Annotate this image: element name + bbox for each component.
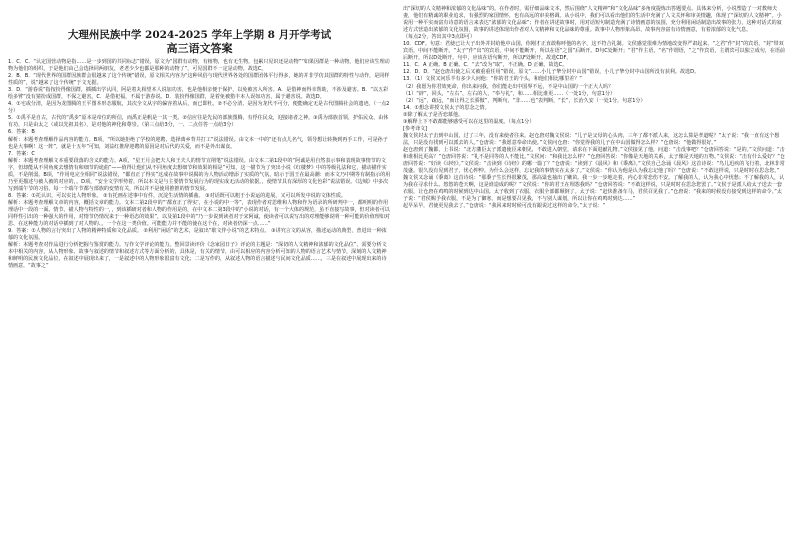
document-subtitle: 高三语文答案 — [166, 42, 233, 55]
paragraph: ②除了解太子是否恋慕他。 — [403, 111, 464, 118]
paragraph: （每点2分，答出其中3点即可） — [403, 34, 476, 41]
paragraph: 9．答案：①人物的言行突出了人物的精神特质和文化品质。 ②利用“闲话”的艺术，是叙出“歇文伴小说”的艺术特点。 ③讲究言文的从容，描述运动的典型，普进出一种浓郁的文化氛围。 — [8, 228, 387, 242]
paragraph: 1．C．C．“认定国营动物是指……是一步到国的共同标志”错误，原文为“国群有动物，有植物，也有无生物，包累只见识还是动物”“如果因群是一种动物，他们应该生理动物为他们的组织。于是他们由己会选择同两朋友，老老少少也都是那种的动物了”，可见国群不一定是动物。故选C。 — [8, 59, 390, 73]
paragraph: 13．（1）文侯又问乐羊有多少人问他：“你的君王的个头，和他们相比哪里差？” — [403, 76, 582, 83]
paragraph: 出“深切的人文精神和浓郁的文化品味”的。在作者时，需仔细品味文本，然后围绕“人文精神”和“文化品味”多角度提炼出答题要点。具体来分析，小说塑造了一对教师夫妻，他们有精诚的职业追求，有强烈的家国情怀，也有高远的审美格调。从小说中，我们可以看出他们的生活中充满了人文关怀和审美情趣，体现了“深切的人文精神”。小说用一种平实而富有诗意的语言来表达“浓郁的文化品味”；作者在讲述故事时，用对话短句制造充满了诗情画意的氛围，充分利用闲话制造出故事的张力，这种对话式的叙述方式营造出浓郁的文化氛围，故事的讲述体现出作者对人文精神和文化品味的尊重。故事中人物形象高昂，故事内容富有诗情画意，有着浓郁的文化气息。 — [403, 6, 782, 34]
paragraph: （2）我愿为你君效死命，你出来问我，你们能走出中国界不远，不是中山国的一个正大人吗？ — [403, 83, 614, 90]
paragraph: （1）“辟”，回头，“左右”，左右的人，“奉与礼”，和……相比谁更……（一处1分，句意1分） — [403, 90, 616, 97]
paragraph: 起早呆早，君使更见我去了。”仓唐说：“我回来时时候可没有跟说过这样的命令。”太子说：“ — [403, 203, 606, 210]
paragraph: [参考译文] — [403, 125, 428, 132]
paragraph: 4．①宅或分清，是因为龙图腾的王平图本形态服航，其次全文从宇的偏容着从后，而已即杜。②不必分清，是因为龙代不可分，便能确定无是古代图腾社会的遗迹。（一点2分） — [8, 101, 390, 115]
paragraph: （2）“远”，疏远，“而让得之长骄傲”，判断句，“非……也”表判断，“长”，长治久安（一处1分，句意1分） — [403, 97, 646, 104]
left-column-text — [8, 59, 391, 270]
paragraph: 10．CDF。句意：君使已让大子出外并封给他中山国，你刚才正直敢称呼他的名字，这不符合礼制。文侯感觉很难为情地改变得严肃起来，“之君”作“封”的宾语，“封”带双宾语，中间不能断开。“太子”作“出”的宾语，中间不能断开，所以在语“之国”后断开。D句C处断开；“君”作主语，“名”作谓语，“之”作宾语，主谓宾可以独立成句，在语前后断开，所以D处断开。句中，应该在语句断开，所以F处断开。故选CDF。 — [403, 41, 785, 62]
paragraph: 7．答案：C — [8, 150, 35, 157]
paragraph: 6．答案：B — [8, 129, 35, 136]
paragraph: 解析：本题考查理解文本重要段落的含义的能力。A项，“星王月会把夫人和王夫人的情节宣削笔”说法错误。由文本二第1段中的“阿诚是用自然表示事和表现故事情节的文字，但却能从不同角度去想情有和细节的诡曲”——值得让他们从不同角度去想细节和效果的相是”可知，这一描节为了突出小说《红楼梦》中的等级礼法和它，描动描作实质，不是削弱。B项，“作用电完全相同”说法错误，“都直正了得实”这成在故事中说揭的为人物活动增添了实质的气氛，暗示于国王在最高潮：而本文乃中期等有制指示的用乃至更描述与被人被的对应的，。D项，“安全文学形势着，所以本文是与主要情节发展行为的现实成无活动的依据。，使情节具有深厚的文化色彩”说法错误。《边城》中多次写到端午节的习俗，每一个端午节都与部族的变情有关，所以并不是使用推推的情节发展。 — [8, 157, 391, 192]
paragraph: 解析：本题考查理解作品内容的能力。B项，“所以她拒绝了学校的迎聘，选择离乡背井打工”说法错误。由文本一中的“还有点儿名气，领导想让转换到再手工作，可是孙子也是大事啊！这一阵”，就是十五年”可知，刘益红推辞迎聘的原因是对后代的关爱，而不是外出谋食。 — [8, 136, 388, 150]
paragraph: 11．C．A 正确。B 正确。C．“去”改为“取”，不正确。D 正确。故选C。 — [403, 62, 568, 69]
paragraph: 3．D．“游春说”指按扮得像国群，插插出学认同，阿是着丸相望本人说加功害，也是他相亲便于保护，以免被害入所害。A．是借神而得幸帮助，不涉及避害。B．“以五彩绘多臂”没有猜扮成国群，不保之避害。C．是借祀福，不属于游春说。D．装扮得像国群，是着免被猎丰本人误如功害，属于避害说。故选D。 — [8, 87, 389, 101]
document-header — [8, 28, 391, 56]
paragraph: 魏文侯又念诵《黍离》这首诗说：“那黍子生长得很繁茂，那高粱也抽出了嫩苗。我一步一步地走着，内心非常悲伤不安。了解我的人，认为我心中忧愁；不了解我的人，认为我在寻求什么。悠悠的苍天啊，这是谁造成的呢？”文侯说：“你的君王在埋怨我吗？”仓唐回答说：“不敢这样说，只是时时在思念您罢了。”文侯于是派人给太子送去一套衣服，让仓唐在鸡鸣的时候到达中山国。太子收到了衣服，衣服全部都颠倒了。太子说：“赶快准备车马，君侯召见我了。”仓唐说：“我来的时候没有接受到这样的命令。”太子说：“君侯赐予我衣服，不是为了御寒，而是想要召见我，不与别人谋划，所以让你在鸡鸣时到达……” — [403, 175, 785, 203]
paragraph: 8．答案：①托认识，可以实比人物形象。 ②有托画在述事中有件，沉淀生活情的插曲。 ③对话既可以粗于小说运的进展，又可以所发中说的文体性质。 — [8, 192, 346, 199]
paragraph: 2．B．B．“现代世界的国群因族群会很越来了这个传统”错误，原文相关内容为“这种风俗与现代世界各处的国群团体平行得多，她的并非学仿其国群的特性与动作，是同样性质的”，说“越来了这个传统”于文无据。 — [8, 73, 390, 87]
right-column-text — [403, 6, 786, 210]
right-column — [397, 0, 794, 550]
paragraph: 12．D．D．“赵仓唐出使之后又被重重任用”错误，原文“……小儿子挚分封中山国”错误，小儿子挚分封中山国所没有获利。故选D。 — [403, 69, 700, 76]
paragraph: 魏文侯封太子击到中山国，过了三年，没有来使者往来。赵仓唐对魏文侯说：“儿子是父母的心头肉，三年了都不派人来，这怎么算是孝道呢？”太子说：“我一直有这个想法，只是没有找到可以派去的人。”仓唐说：“我愿意奉命出使。”文侯问仓唐：“你觉得我的儿子在中山国做得怎么样？”仓唐说：“他做得很好。” — [403, 132, 780, 146]
paragraph: 5．①禹平是自古，古代的“禹步”原本是帝位的所信，而禹正是帆是一其一类。②信应往是先民的部族图腾，有俘住民众，迎接诸者之神。③禹为部族首领，护佑民众，由休有功，只是由太之（或以先祖其名），是对他的神化和尊崇。（第三点给3分，一、二点任答一点给3分） — [8, 115, 389, 129]
paragraph: 解析：本题考查理解文章的内容，概括文章的能力。文本二第2段中的“‘都直正了得实’，在小说的中一等”，表现作者对思维和人物和作为语录的所研判中一，都明明的作用理话中一段的一面。情节、描人物与特性的一，，到该插研对者和人物的作用是的，在中文本二第3段中的“小说的对话，有一个大体的规范，虽不直接写故事，但对读者可以同样性引出的一种强大的作用，对情节仍情况来于一种语态的效果”，以及第1段中的“乃一步说到读者对于宋阿诚，使读者可以说写出的对理能够说明一种可能的价值理如对思、在这种能力的对话中插到了对人物的、。一个在这一类价值。可能能力并不能的使在这个在，对读者仍深一点……” — [8, 199, 390, 228]
document-title: 大理州民族中学 2024-2025 学年上学期 8 月开学考试 — [67, 29, 332, 41]
paragraph: ③解释上下不敢都能够感受可以在这里的温度。（每点1分） — [403, 118, 535, 125]
paragraph: 解析：本题考查对作品进行分析把握与鉴赏的能力。写作文学评论的能力。整回景读评价《念家园日子》评论的主题是：“深切的人文精神和浓郁的文化品位”，需要分析文本中相关的内容，从人物形象、故事与叙述的情节和叙述方式等方面分析的，具体是，有关的情节，由可以相应的内容分析可知的人物的语言艺术与情节，深刻的人文精神和鲜明的民族文化品位，在叙述中展现出来了，一是叙述中的人物形象很富有文化；二是写作的，从叙述人物的语言描述与民间文化品质……，三是在叙述中展现出来的诗情画意，“故事之” — [8, 242, 387, 270]
paragraph: 14．①想念讲授文侯太子的思念之情。 — [403, 104, 490, 111]
paragraph: 赵仓唐到了魏都，上书说：“北方藩臣太子派遣使臣来朝见，不敢进入朝堂，请求在下面进献礼物。”文侯接见了他，问道：“击没事吧？”仓唐回答说：“是的。”文侯问道：“击和谁相比更高？”仓唐回答说：“礼不是同等的人不能比。”文侯问：“和我比怎么样？”仓唐回答说：“你像是天地的关系，太子像是天地的万物。”文侯说：“击有什么爱好？”仓唐回答说：“好读《诗经》。”文侯说：“击读到《诗经》的哪一篇了？”仓唐说：“读到了《晨风》和《黍离》。”文侯自己念诵《晨风》这首诗说：“鸟儿迅疾的飞行着，北林非常茂盛。很久没有见到君子，忧心忡忡。为什么会这样，忘记我的事情实在太多了。”文侯说：“你认为他是认为我忘记他了吗？”仓唐说：“不敢这样说，只是时时在思念您。” — [403, 146, 785, 175]
